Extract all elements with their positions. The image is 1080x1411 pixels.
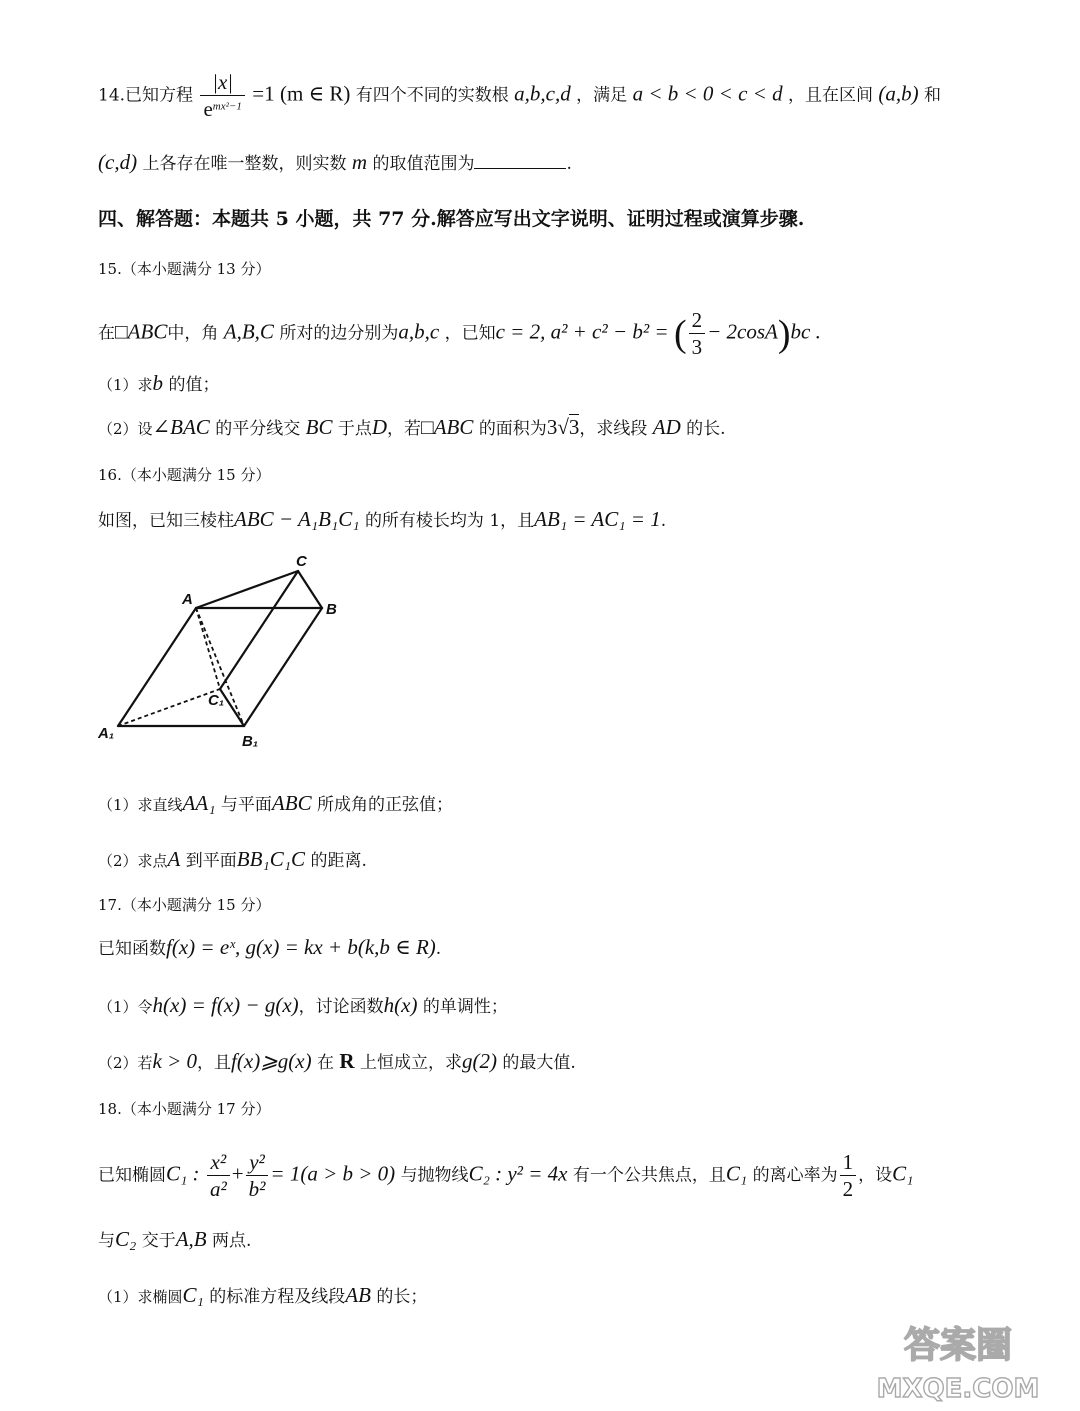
- fraction-denominator: b²: [248, 1177, 266, 1201]
- paren-open: (: [673, 313, 687, 355]
- q16-line: AA₁: [182, 791, 216, 815]
- q17-k: k > 0: [152, 1049, 198, 1073]
- q18-text: 的离心率为: [752, 1165, 838, 1186]
- q15-text: 于点: [337, 419, 372, 439]
- prism-diagram: [98, 548, 358, 758]
- fraction-denominator: 3: [691, 335, 703, 359]
- q15-d: D: [371, 415, 388, 439]
- q14-interval-2: (c,d): [98, 150, 138, 174]
- q16-text: 与平面: [220, 795, 272, 815]
- q17-functions: f(x) = eˣ, g(x) = kx + b(k,b ∈ R): [166, 935, 436, 959]
- q18-text: 交于: [141, 1231, 176, 1251]
- edge-CB: [298, 571, 322, 608]
- subq-label: （1）求椭圆: [98, 1288, 183, 1306]
- edge-AC: [196, 571, 298, 608]
- q15-bc: BC: [305, 415, 333, 439]
- q14-line1: [98, 72, 1040, 120]
- paren-close: ): [777, 313, 791, 355]
- q18-text: 有一个公共焦点，且: [572, 1165, 726, 1186]
- q18-sub1: [98, 1282, 1040, 1310]
- q18-ab: A,B: [175, 1227, 207, 1251]
- watermark-bottom: MXQE.COM: [876, 1374, 1040, 1404]
- q15-sides: a,b,c: [398, 319, 440, 344]
- q15-text: 的平分线交: [215, 419, 301, 439]
- q14-text: 上各存在唯一整数，则实数: [142, 154, 347, 174]
- q17-text: ，且: [197, 1053, 232, 1073]
- q18-text: 与: [98, 1231, 115, 1251]
- q15-cos: − 2cosA: [707, 319, 778, 344]
- q18-head: 18.（本小题满分 17 分）: [98, 1100, 271, 1118]
- q18-eq: = 1(a > b > 0): [270, 1161, 396, 1186]
- q17-text: 的单调性；: [422, 997, 508, 1017]
- q18-c2: C₂ : y² = 4x: [468, 1161, 568, 1186]
- q14-text: 和: [924, 85, 942, 106]
- answer-blank: [474, 148, 566, 169]
- q15-fraction: [689, 310, 706, 358]
- q18-c1: C₁ :: [166, 1161, 200, 1186]
- q16-condition: AB₁ = AC₁ = 1: [534, 507, 661, 531]
- q14-text: 已知方程: [125, 85, 194, 106]
- q18-text: 的长；: [376, 1287, 428, 1307]
- x-fraction: [207, 1152, 230, 1200]
- label-A1: A₁: [98, 725, 115, 742]
- q18-text: ，设: [858, 1165, 893, 1186]
- fraction-numerator: y²: [246, 1152, 269, 1176]
- q18-c1: C₁: [725, 1161, 748, 1186]
- q17-text: ，讨论函数: [298, 997, 384, 1017]
- label-C: C: [296, 553, 307, 570]
- subq-label: （1）令: [98, 998, 153, 1016]
- q17-text: 在: [317, 1053, 334, 1073]
- label-C1: C₁: [208, 692, 225, 709]
- q15-end: bc .: [790, 319, 821, 344]
- dashed-AC1: [196, 608, 220, 689]
- q15-angles: A,B,C: [223, 319, 274, 344]
- label-A: A: [182, 591, 193, 608]
- q15-s1-end: 的值；: [168, 375, 220, 395]
- q14-text: ，满足: [576, 85, 628, 106]
- q16-text: 所成角的正弦值；: [317, 795, 453, 815]
- subq-label: （2）设: [98, 420, 153, 438]
- q14-cond: (m ∈ R): [279, 81, 351, 106]
- q17-R: R: [339, 1049, 355, 1073]
- q14-text: 有四个不同的实数根: [355, 85, 509, 106]
- q18-c2: C₂: [115, 1227, 137, 1251]
- q16-plane: BB₁C₁C: [236, 847, 306, 871]
- subq-label: （1）求直线: [98, 796, 183, 814]
- q16-sub2: [98, 846, 1040, 874]
- q17-sub2: [98, 1048, 1040, 1076]
- fraction-numerator: 2: [689, 310, 706, 334]
- q15-sub2: [98, 414, 1040, 442]
- subq-label: （2）求点: [98, 852, 168, 870]
- q16-point: A: [167, 847, 181, 871]
- q14-ineq: a < b < 0 < c < d: [632, 81, 783, 106]
- edge-BB1: [244, 608, 322, 726]
- q17-head: 17.（本小题满分 15 分）: [98, 896, 271, 914]
- q16-text: 的距离.: [310, 851, 367, 871]
- label-B: B: [326, 601, 337, 618]
- q17-h: h(x): [383, 993, 418, 1017]
- exp-power: mx²−1: [212, 100, 242, 113]
- area-coef: 3: [546, 415, 558, 439]
- q16-head: 16.（本小题满分 15 分）: [98, 466, 271, 484]
- q14-eq: =1: [252, 81, 275, 106]
- sqrt-symbol: √: [557, 415, 569, 439]
- q18-ab: AB: [345, 1283, 371, 1307]
- edge-AA1: [118, 608, 196, 726]
- q16-text: 到平面: [185, 851, 237, 871]
- q15-text: 中，角: [167, 323, 219, 344]
- q15-head: 15.（本小题满分 13 分）: [98, 260, 271, 278]
- q15-text: ，已知: [444, 323, 496, 344]
- exp-base: e: [203, 97, 213, 121]
- watermark-logo: [858, 1315, 1058, 1405]
- q17-sub1: [98, 992, 1040, 1020]
- q14-text: 的取值范围为: [372, 154, 475, 174]
- q16-stem: [98, 506, 1040, 534]
- fraction-denominator: [200, 96, 244, 120]
- section-title: 四、解答题：本题共 5 小题，共 77 分.解答应写出文字说明、证明过程或演算步骤.: [98, 208, 805, 230]
- q17-ineq: f(x)⩾g(x): [231, 1049, 312, 1073]
- q15-stem: [98, 310, 1040, 358]
- q18-c1: C₁: [182, 1283, 204, 1307]
- q17-end: .: [435, 939, 442, 959]
- q15-triangle: □ABC: [115, 319, 168, 344]
- q17-text: 的最大值.: [502, 1053, 576, 1073]
- q15-text: 在: [98, 323, 115, 344]
- q14-end: .: [566, 154, 572, 174]
- y-fraction: [246, 1152, 269, 1200]
- q15-angle: ∠BAC: [152, 415, 210, 439]
- q15-end: 的长.: [686, 419, 726, 439]
- q16-sub1: [98, 790, 1040, 818]
- q18-text: 已知椭圆: [98, 1165, 166, 1186]
- q16-text: 如图，已知三棱柱: [98, 511, 234, 531]
- q15-text: ，若: [387, 419, 422, 439]
- fraction-denominator: a²: [209, 1177, 227, 1201]
- q15-condition: c = 2, a² + c² − b² =: [495, 319, 669, 344]
- q14-var: m: [351, 150, 368, 174]
- q15-triangle: □ABC: [421, 415, 474, 439]
- area-radicand: 3: [568, 415, 580, 439]
- q16-end: .: [660, 511, 667, 531]
- q14-line2: [98, 148, 1040, 177]
- q15-ad: AD: [652, 415, 681, 439]
- watermark-top: 答案圈: [903, 1325, 1013, 1366]
- q16-prism: ABC − A₁B₁C₁: [234, 507, 360, 531]
- q18-text: 两点.: [212, 1231, 252, 1251]
- fraction-numerator: x²: [207, 1152, 230, 1176]
- q16-plane: ABC: [271, 791, 312, 815]
- q14-roots: a,b,c,d: [514, 81, 571, 106]
- subq-label: （2）若: [98, 1054, 153, 1072]
- q14-text: ，且在区间: [787, 85, 873, 106]
- q18-stem-2: [98, 1226, 1040, 1254]
- subq-label: （1）求: [98, 376, 153, 394]
- e-fraction: [840, 1152, 857, 1200]
- q16-text: 的所有棱长均为 1，且: [364, 511, 535, 531]
- q14-fraction: [200, 72, 244, 120]
- q18-text: 与抛物线: [400, 1165, 469, 1186]
- fraction-denominator: 2: [842, 1177, 854, 1201]
- question-number: 14.: [98, 85, 126, 106]
- q14-interval-1: (a,b): [878, 81, 919, 106]
- q15-text: ，求线段: [579, 419, 648, 439]
- label-B1: B₁: [242, 733, 259, 750]
- q17-text: 已知函数: [98, 939, 166, 959]
- q17-stem: [98, 934, 1040, 962]
- fraction-numerator: 1: [840, 1152, 857, 1176]
- q17-text: 上恒成立，求: [359, 1053, 462, 1073]
- dashed-A1C1: [118, 689, 220, 726]
- edge-CC1: [220, 571, 298, 689]
- q15-text: 所对的边分别为: [279, 323, 399, 344]
- q17-g2: g(2): [461, 1049, 497, 1073]
- q18-text: 的标准方程及线段: [209, 1287, 346, 1307]
- q17-h-def: h(x) = f(x) − g(x): [152, 993, 299, 1017]
- fraction-numerator: |x|: [200, 72, 244, 96]
- q15-s1-var: b: [152, 371, 164, 395]
- q15-text: 的面积为: [478, 419, 547, 439]
- q18-c1: C₁: [892, 1161, 914, 1186]
- q18-stem: [98, 1152, 1040, 1200]
- q15-sub1: [98, 370, 1040, 398]
- plus-sign: +: [231, 1161, 244, 1186]
